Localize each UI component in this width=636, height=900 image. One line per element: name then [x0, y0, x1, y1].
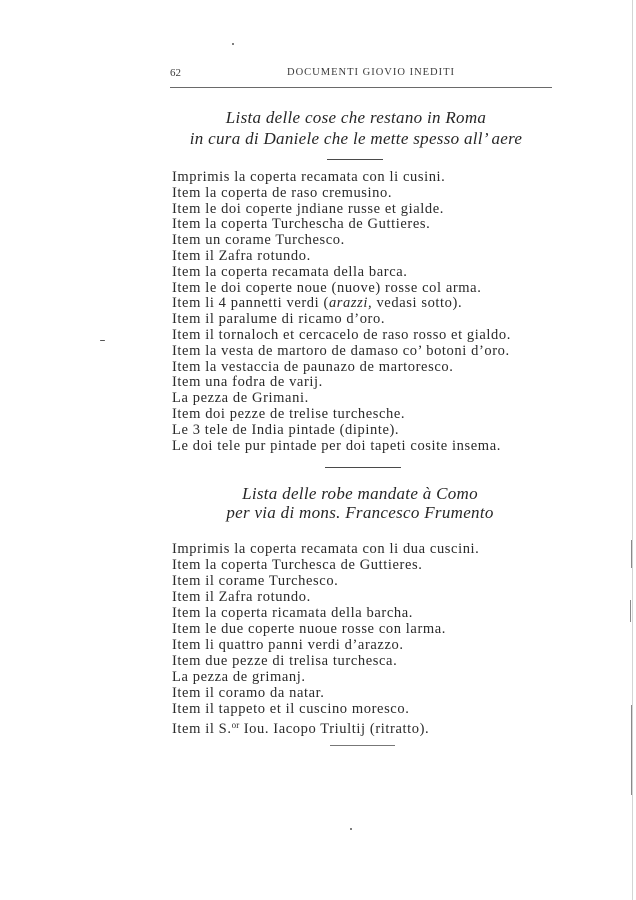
list-item: Item il tappeto et il cuscino moresco.: [172, 701, 410, 717]
list-item: Le 3 tele de India pintade (dipinte).: [172, 421, 400, 438]
list-item: Item le doi coperte noue (nuove) rosse col arma.: [172, 279, 482, 296]
section-title-line: per via di mons. Francesco Frumento: [226, 503, 494, 522]
running-title: DOCUMENTI GIOVIO INEDITI: [287, 67, 456, 78]
list-item: Item il Zafra rotundo.: [172, 589, 311, 605]
scan-speck: [100, 340, 105, 341]
list-item: Item una fodra de varij.: [172, 374, 323, 391]
list-item: Item la coperta Turchesca de Guttieres.: [172, 557, 423, 573]
list-item: Imprimis la coperta recamata con li cusini.: [172, 169, 446, 185]
section-divider: [325, 467, 401, 468]
item-text: Item li 4 pannetti verdi (: [172, 295, 329, 312]
scan-mark: [630, 600, 631, 622]
section-title-line: Lista delle robe mandate à Como: [242, 484, 478, 503]
page-number: 62: [170, 67, 181, 79]
item-list: [172, 170, 511, 454]
list-item: Item il Zafra rotundo.: [172, 247, 311, 264]
scan-speck: [350, 828, 352, 830]
list-item: Item il corame Turchesco.: [172, 573, 339, 589]
list-item: Item il coramo da natar.: [172, 685, 325, 701]
list-item: Item la vestaccia de paunazo de martoresco.: [172, 358, 454, 375]
header-rule: [170, 87, 552, 88]
scan-speck: [232, 43, 234, 45]
closing-rule: [330, 745, 395, 746]
list-item: Item un corame Turchesco.: [172, 232, 345, 249]
scan-mark: [631, 540, 632, 568]
list-item: Item la coperta de raso cremusino.: [172, 184, 393, 201]
list-item: Le doi tele pur pintade per doi tapeti cosite insema.: [172, 437, 501, 454]
item-text: vedasi sotto).: [372, 295, 463, 312]
item-text: Iou. Iacopo Triultij (ritratto).: [239, 721, 430, 737]
superscript-abbreviation: or: [231, 720, 240, 730]
list-item: La pezza de grimanj.: [172, 669, 306, 685]
item-list: [172, 541, 479, 737]
section-title-line: in cura di Daniele che le mette spesso all’ aere: [189, 129, 523, 148]
page-edge: [632, 0, 633, 900]
list-item: Item il tornaloch et cercacelo de raso rosso et gialdo.: [172, 326, 511, 343]
list-item: La pezza de Grimani.: [172, 390, 309, 407]
section-title-line: Lista delle cose che restano in Roma: [225, 108, 487, 127]
section-title: [156, 107, 556, 149]
list-item: Item la coperta recamata della barca.: [172, 263, 408, 280]
list-item: Item le due coperte nuoue rosse con larma.: [172, 621, 447, 637]
list-item: [172, 296, 511, 312]
list-item: Item il paralume di ricamo d’oro.: [172, 311, 386, 328]
list-item: Item la coperta Turchescha de Guttieres.: [172, 216, 431, 233]
list-item: Item due pezze di trelisa turchesca.: [172, 653, 398, 669]
list-item: Item le doi coperte jndiane russe et gialde.: [172, 200, 445, 217]
list-item: [172, 717, 479, 737]
title-rule: [327, 159, 383, 160]
list-item: Item li quattro panni verdi d’arazzo.: [172, 637, 404, 653]
section-title: [160, 484, 560, 522]
list-item: Item doi pezze de trelise turchesche.: [172, 405, 406, 422]
item-text: Item il S.: [172, 721, 232, 737]
list-item: Imprimis la coperta recamata con li dua cuscini.: [172, 541, 480, 557]
list-item: Item la vesta de martoro de damaso co’ botoni d’oro.: [172, 342, 510, 359]
list-item: Item la coperta ricamata della barcha.: [172, 605, 413, 621]
scan-mark: [631, 705, 632, 795]
italic-note: arazzi,: [328, 295, 373, 312]
